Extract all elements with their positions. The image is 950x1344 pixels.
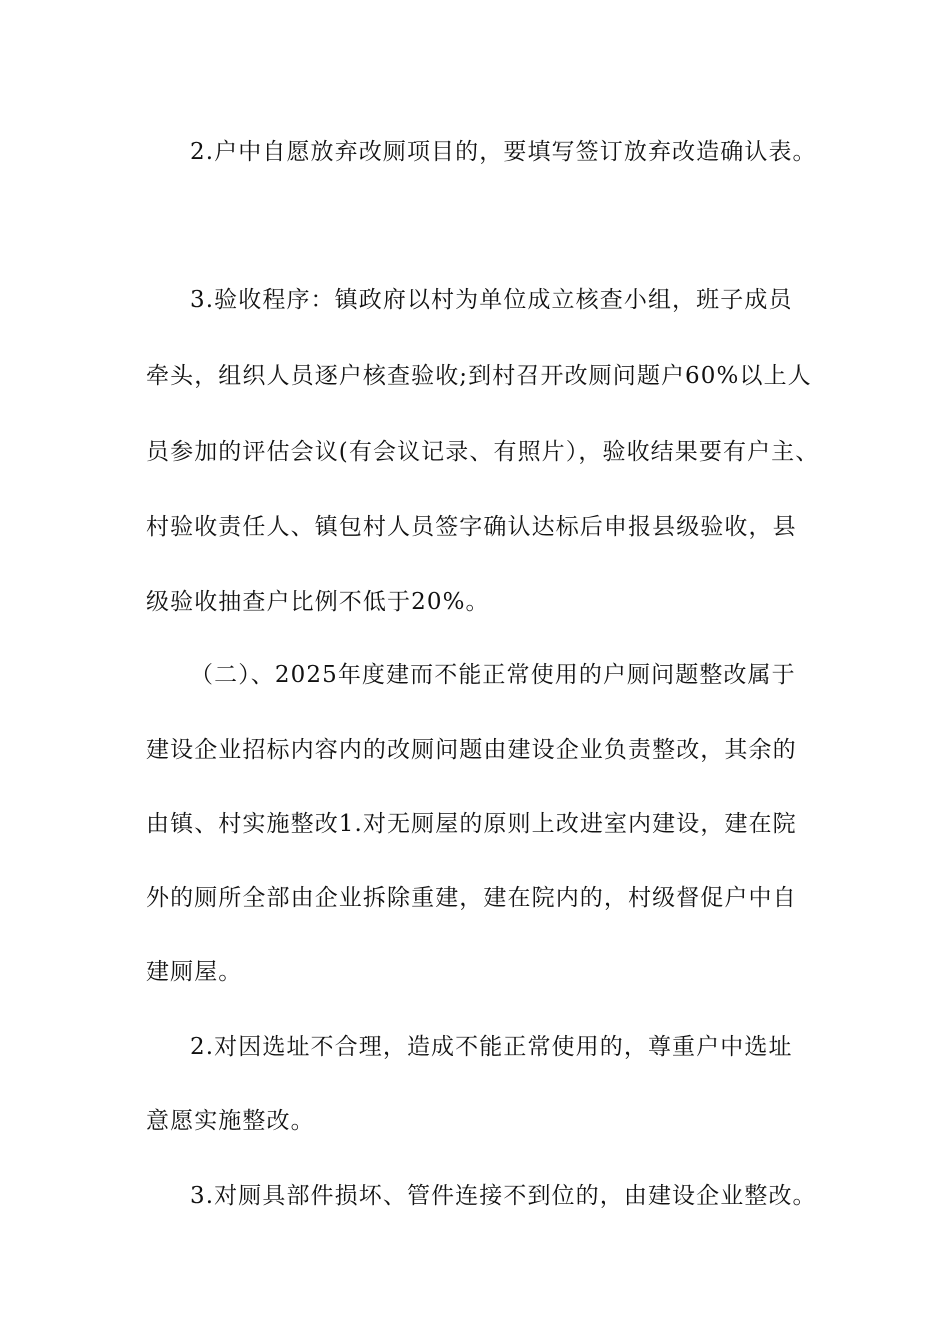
paragraph-line: 2.对因选址不合理，造成不能正常使用的，尊重户中选址 — [190, 1034, 793, 1060]
paragraph-line: 3.对厕具部件损坏、管件连接不到位的，由建设企业整改。 — [190, 1183, 817, 1209]
paragraph-line: 2.户中自愿放弃改厕项目的，要填写签订放弃改造确认表。 — [190, 139, 817, 165]
paragraph-line: （二）、2025年度建而不能正常使用的户厕问题整改属于 — [190, 662, 796, 688]
paragraph-line: 建厕屋。 — [146, 959, 243, 985]
paragraph-line: 意愿实施整改。 — [146, 1108, 315, 1134]
paragraph-line: 由镇、村实施整改1.对无厕屋的原则上改进室内建设，建在院 — [146, 811, 797, 837]
paragraph-line: 建设企业招标内容内的改厕问题由建设企业负责整改，其余的 — [146, 737, 797, 763]
paragraph-line: 村验收责任人、镇包村人员签字确认达标后申报县级验收，县 — [146, 514, 797, 540]
paragraph-line: 牵头，组织人员逐户核查验收;到村召开改厕问题户60%以上人 — [146, 363, 812, 389]
paragraph-line: 3.验收程序：镇政府以村为单位成立核查小组，班子成员 — [190, 287, 793, 313]
paragraph-line: 级验收抽查户比例不低于20%。 — [146, 589, 490, 615]
paragraph-line: 员参加的评估会议(有会议记录、有照片），验收结果要有户主、 — [146, 439, 820, 465]
paragraph-line: 外的厕所全部由企业拆除重建，建在院内的，村级督促户中自 — [146, 885, 797, 911]
